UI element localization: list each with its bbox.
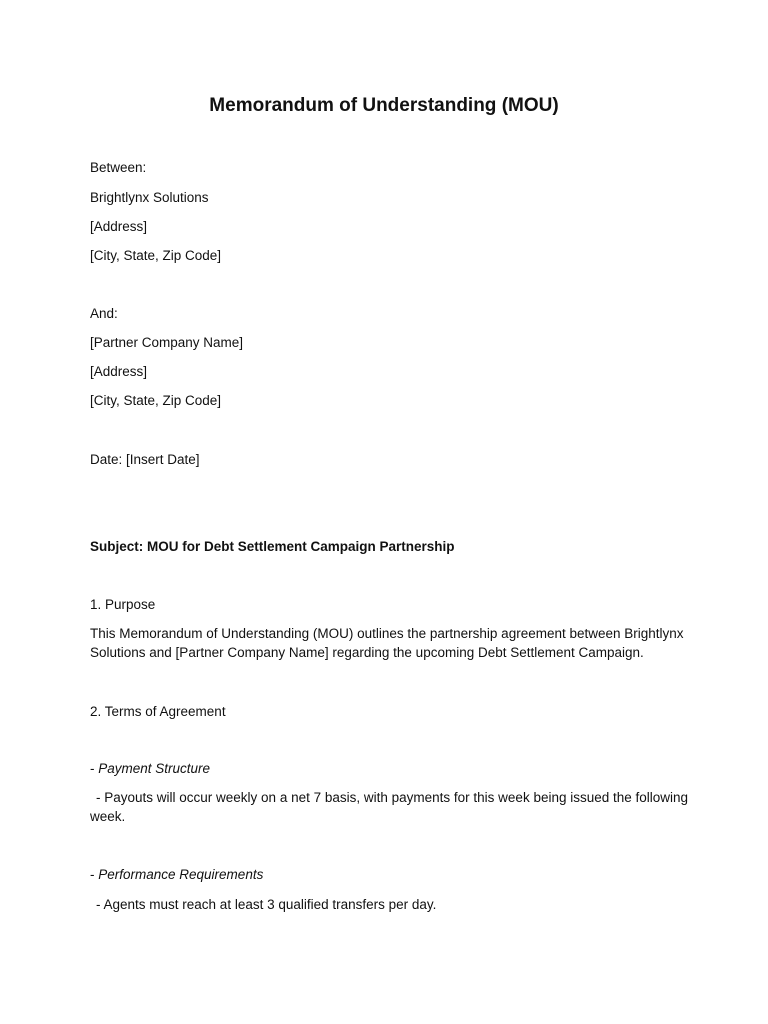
payment-structure-text-line-2: week. [90, 809, 126, 824]
purpose-heading: 1. Purpose [90, 597, 156, 612]
performance-requirements-prefix: - [90, 867, 99, 882]
between-label: Between: [90, 160, 147, 175]
party1-address: [Address] [90, 219, 148, 234]
party2-address: [Address] [90, 364, 148, 379]
purpose-text-line-1: This Memorandum of Understanding (MOU) outlines the partnership agreement between Brightlynx [90, 626, 684, 641]
payment-structure-title: Payment Structure [98, 761, 211, 776]
purpose-text-line-2: Solutions and [Partner Company Name] regarding the upcoming Debt Settlement Campaign. [90, 645, 644, 660]
terms-heading: 2. Terms of Agreement [90, 704, 226, 719]
document-title: Memorandum of Understanding (MOU) [209, 95, 559, 116]
party2-name: [Partner Company Name] [90, 335, 244, 350]
party1-city: [City, State, Zip Code] [90, 248, 222, 263]
and-label: And: [90, 306, 118, 321]
subject-line: Subject: MOU for Debt Settlement Campaign Partnership [90, 539, 455, 554]
party1-name: Brightlynx Solutions [90, 190, 209, 205]
performance-requirements-title: Performance Requirements [98, 867, 264, 882]
performance-requirements-text: - Agents must reach at least 3 qualified transfers per day. [96, 897, 437, 912]
date-line: Date: [Insert Date] [90, 452, 200, 467]
party2-city: [City, State, Zip Code] [90, 393, 222, 408]
payment-structure-prefix: - [90, 761, 99, 776]
payment-structure-heading [90, 759, 670, 779]
performance-requirements-heading [90, 865, 670, 885]
payment-structure-text-line-1: - Payouts will occur weekly on a net 7 basis, with payments for this week being issued the following [96, 790, 689, 805]
